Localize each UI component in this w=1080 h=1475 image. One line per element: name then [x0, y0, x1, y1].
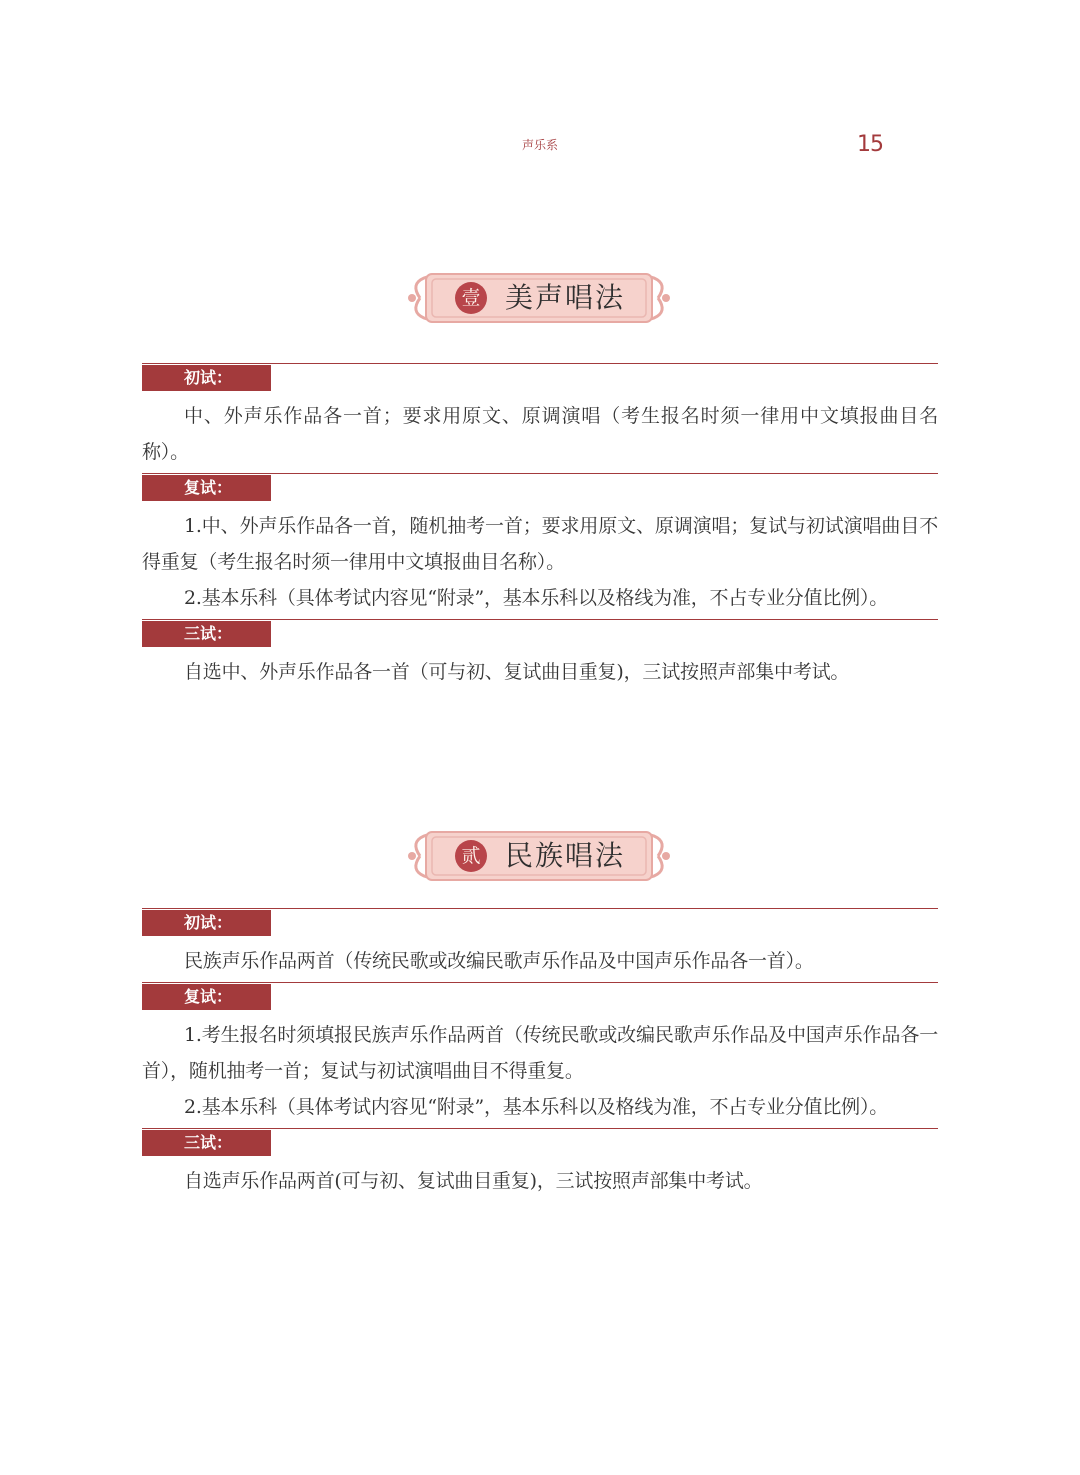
exam-header [142, 908, 938, 937]
section-bel-canto [142, 363, 938, 690]
exam-block-third [142, 619, 938, 690]
section-banner [402, 828, 676, 884]
section-folk [142, 908, 938, 1199]
exam-paragraph: 1.中、外声乐作品各一首，随机抽考一首；要求用原文、原调演唱；复试与初试演唱曲目不得重复（考生报名时须一律用中文填报曲目名称）。 [142, 515, 938, 573]
exam-paragraph: 2.基本乐科（具体考试内容见“附录”，基本乐科以及格线为准，不占专业分值比例）。 [184, 587, 889, 609]
section-banner [402, 270, 676, 326]
exam-header [142, 1128, 938, 1157]
exam-block-third [142, 1128, 938, 1199]
exam-paragraph: 自选声乐作品两首(可与初、复试曲目重复)，三试按照声部集中考试。 [184, 1170, 763, 1192]
exam-label: 三试： [142, 1130, 271, 1156]
section-title: 民族唱法 [505, 839, 626, 872]
exam-label: 复试： [142, 475, 271, 501]
exam-block-second [142, 473, 938, 616]
exam-block-preliminary [142, 908, 938, 979]
section-title: 美声唱法 [505, 281, 626, 314]
running-head: 声乐系 [521, 138, 558, 152]
exam-header [142, 619, 938, 648]
page-number: 15 [857, 132, 883, 157]
exam-paragraph: 2.基本乐科（具体考试内容见“附录”，基本乐科以及格线为准，不占专业分值比例）。 [184, 1096, 889, 1118]
exam-header [142, 982, 938, 1011]
exam-header [142, 363, 938, 392]
exam-block-second [142, 982, 938, 1125]
exam-block-preliminary [142, 363, 938, 470]
section-number-badge: 壹 [455, 282, 487, 314]
exam-label: 初试： [142, 365, 271, 391]
exam-paragraph: 自选中、外声乐作品各一首（可与初、复试曲目重复)，三试按照声部集中考试。 [184, 661, 850, 683]
exam-label: 初试： [142, 910, 271, 936]
exam-label: 三试： [142, 621, 271, 647]
exam-paragraph: 1.考生报名时须填报民族声乐作品两首（传统民歌或改编民歌声乐作品及中国声乐作品各一首），随机抽考一首；复试与初试演唱曲目不得重复。 [142, 1024, 938, 1082]
exam-paragraph: 民族声乐作品两首（传统民歌或改编民歌声乐作品及中国声乐作品各一首）。 [184, 950, 814, 972]
exam-header [142, 473, 938, 502]
exam-paragraph: 中、外声乐作品各一首；要求用原文、原调演唱（考生报名时须一律用中文填报曲目名称）。 [142, 405, 938, 463]
exam-label: 复试： [142, 984, 271, 1010]
section-number-badge: 贰 [455, 840, 487, 872]
